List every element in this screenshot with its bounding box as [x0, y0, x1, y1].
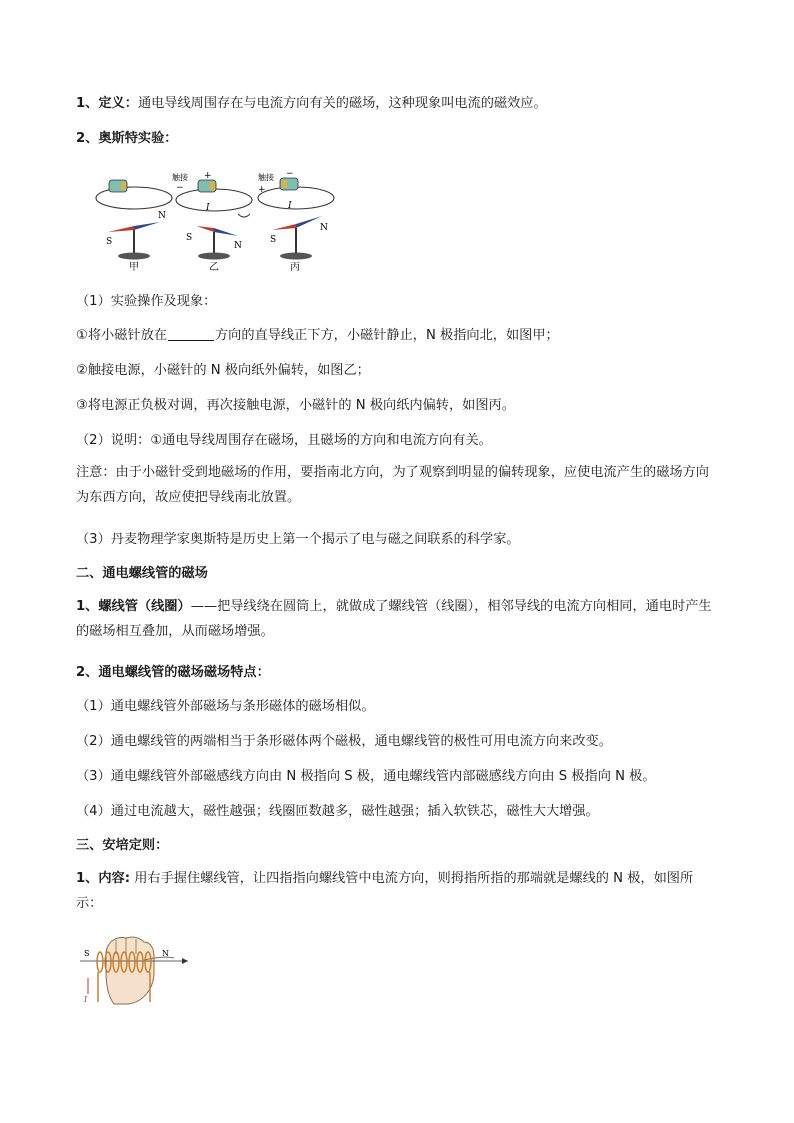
current-label: I — [288, 201, 292, 211]
south-label: S — [84, 949, 90, 958]
south-label: S — [270, 235, 277, 245]
feature-4: （4）通过电流越大，磁性越强；线圈匝数越多，磁性越强；插入软铁芯，磁性大大增强。 — [76, 804, 599, 819]
plus-sign: + — [258, 185, 266, 195]
experiment-title: （1）实验操作及现象： — [76, 294, 217, 309]
oersted-experiment-figure — [92, 170, 342, 274]
solenoid-definition — [76, 594, 716, 644]
experiment-step-2: ②触接电源，小磁针的 N 极向纸外偏转，如图乙； — [76, 363, 370, 378]
section-2-heading: 二、通电螺线管的磁场 — [76, 566, 208, 581]
figure-label-bing: 丙 — [290, 262, 300, 273]
setup-bing — [258, 170, 334, 273]
definition-heading: 定义： — [98, 96, 138, 111]
south-label: S — [186, 233, 193, 243]
ampere-rule-content — [76, 866, 716, 916]
south-label: S — [106, 237, 113, 247]
explanation-line: （2）说明：①通电导线周围存在磁场，且磁场的方向和电流方向有关。 — [76, 433, 492, 448]
solenoid-heading: 1、螺线管（线圈） — [76, 599, 191, 614]
section-3-heading: 三、安培定则： — [76, 838, 169, 853]
ampere-rule-heading: 1、内容: — [76, 871, 131, 886]
danish-scientist-line: （3）丹麦物理学家奥斯特是历史上第一个揭示了电与磁之间联系的科学家。 — [76, 532, 520, 547]
ampere-rule-text: 用右手握住螺线管，让四指指向螺线管中电流方向，则拇指所指的那端就是螺线的 N 极，如图所示： — [76, 871, 694, 911]
north-label: N — [162, 949, 169, 958]
solenoid-features-heading: 2、通电螺线管的磁场磁场特点： — [76, 665, 270, 680]
touch-label: 触接 — [258, 173, 274, 182]
north-label: N — [158, 211, 166, 221]
setup-yi — [172, 171, 252, 273]
north-label: N — [234, 241, 242, 251]
figure-label-yi: 乙 — [209, 262, 219, 273]
solenoid-text: ——把导线绕在圆筒上，就做成了螺线管（线圈），相邻导线的电流方向相同，通电时产生的磁场相互叠加，从而磁场增强。 — [76, 599, 712, 639]
arrow-icon — [238, 214, 250, 217]
experiment-step-3: ③将电源正负极对调，再次接触电源，小磁针的 N 极向纸内偏转，如图丙。 — [76, 398, 515, 413]
oersted-heading: 2、奥斯特实验： — [76, 131, 178, 146]
feature-2: （2）通电螺线管的两端相当于条形磁体两个磁极，通电螺线管的极性可用电流方向来改变。 — [76, 734, 612, 749]
plus-sign: + — [204, 171, 212, 181]
experiment-step-1: ①将小磁针放在 方向的直导线正下方，小磁针静止，N 极指向北，如图甲； — [76, 328, 559, 343]
current-label: I — [206, 203, 210, 213]
north-label: N — [320, 223, 328, 233]
fill-in-blank — [168, 327, 214, 341]
right-hand-rule-figure — [78, 932, 190, 1008]
note-paragraph: 注意：由于小磁针受到地磁场的作用，要指南北方向，为了观察到明显的偏转现象，应使电流产生的磁场方向为东西方向，故应使把导线南北放置。 — [76, 465, 709, 505]
minus-sign: − — [286, 170, 294, 179]
feature-3: （3）通电螺线管外部磁感线方向由 N 极指向 S 极，通电螺线管内部磁感线方向由 S 极指向 N 极。 — [76, 769, 656, 784]
figure-label-jia: 甲 — [129, 262, 139, 273]
arrow-icon — [182, 958, 188, 964]
setup-jia — [96, 180, 172, 273]
current-label: I — [84, 995, 88, 1004]
definition-text: 通电导线周围存在与电流方向有关的磁场，这种现象叫电流的磁效应。 — [137, 96, 547, 111]
feature-1: （1）通电螺线管外部磁场与条形磁体的磁场相似。 — [76, 699, 375, 714]
item-number: 1、 — [76, 96, 99, 111]
minus-sign: − — [176, 183, 184, 193]
touch-label: 触接 — [172, 173, 188, 182]
definition-line — [76, 94, 547, 114]
